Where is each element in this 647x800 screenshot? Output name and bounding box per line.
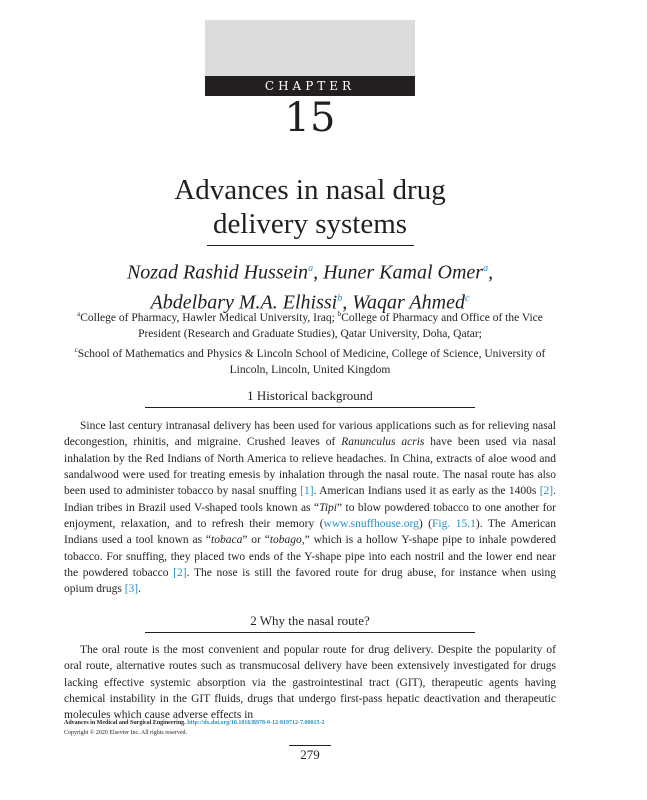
citation-link[interactable]: [2]	[173, 567, 187, 580]
author-separator: ,	[488, 261, 494, 284]
section-heading: 2 Why the nasal route?	[145, 612, 475, 633]
figure-link[interactable]: Fig. 15.1	[432, 518, 476, 531]
text-run: Since last century intranasal delivery has been used for various applications such as for relieving nasal decongestion, rhinitis, and migraine. Crushed leaves of	[64, 420, 556, 449]
affiliation-mark: b	[337, 310, 342, 318]
author-separator: ,	[313, 261, 324, 284]
author-name: Waqar Ahmed	[352, 291, 465, 314]
citation-link[interactable]: [3]	[124, 583, 139, 596]
text-run: have been used via nasal inhalation by the Red Indians of North America to relieve headaches. In China, extracts of aloe wood and sandalwood were used for treating emesis by inhalation through the nasal route. The nasal route has also been used to administer tobacco by nasal snuffing	[64, 436, 556, 498]
title-divider	[207, 245, 414, 246]
website-link[interactable]: www.snuffhouse.org	[323, 518, 419, 531]
author-affiliation-mark[interactable]: b	[337, 292, 343, 304]
book-title: Advances in Medical and Surgical Engineering.	[64, 720, 188, 726]
affiliation-a: College of Pharmacy, Hawler Medical University, Iraq;	[80, 311, 338, 324]
text-run: ” or “	[242, 534, 270, 547]
page-number-rule	[289, 745, 331, 746]
page-number: 279	[300, 747, 320, 762]
chapter-header-block	[205, 20, 415, 76]
text-run: .	[138, 583, 141, 596]
text-run: ” to blow powdered tobacco to one another for enjoyment, relaxation, and to refresh their memory (	[64, 501, 557, 531]
italic-term: tobaca	[211, 534, 243, 547]
author-name: Nozad Rashid Hussein	[126, 261, 309, 284]
title-line-2: delivery systems	[212, 208, 408, 240]
footer-copyright: Copyright © 2020 Elsevier Inc. All rights reserved.	[64, 730, 188, 736]
author-name: Abdelbary M.A. Elhissi	[150, 291, 338, 314]
text-run: . American Indians used it as early as the 1400s	[313, 485, 540, 498]
affiliation-mark: c	[74, 345, 78, 354]
authors-line-1	[80, 256, 540, 286]
author-name: Huner Kamal Omer	[323, 261, 484, 284]
affiliation-b: College of Pharmacy and Office of the Vice President (Research and Graduate Studies), Qatar University, Doha, Qatar;	[138, 311, 543, 340]
text-run: ). The American Indians used a tool known as “	[64, 518, 556, 547]
author-separator: ,	[342, 291, 353, 314]
affiliation-c: School of Mathematics and Physics & Lincoln School of Medicine, College of Science, University of Lincoln, Lincoln, United Kingdom	[77, 347, 546, 376]
chapter-label: CHAPTER	[205, 76, 415, 96]
affiliations	[60, 306, 560, 378]
section-1-paragraph	[64, 418, 556, 598]
author-affiliation-mark[interactable]: a	[308, 263, 314, 274]
text-run: ,” which is a hollow Y-shape pipe to inhale powdered tobacco. For snuffing, they placed two ends of the Y-shape pipe into each nostril and the lower end near the powdered tobacco	[64, 534, 556, 580]
citation-link[interactable]: [1]	[300, 485, 314, 498]
italic-term: Tipi	[319, 501, 337, 514]
affiliation-mark: a	[77, 310, 81, 318]
citation-link[interactable]: [2]	[539, 485, 554, 498]
text-run: . The nose is still the favored route for drug abuse, for instance when using opium drugs	[64, 567, 556, 596]
author-affiliation-mark[interactable]: a	[483, 263, 489, 274]
author-affiliation-mark[interactable]: c	[464, 292, 470, 304]
footer-citation	[64, 719, 564, 728]
chapter-number: 15	[284, 95, 336, 141]
doi-link[interactable]: http://dx.doi.org/10.1016/B978-0-12-819712-7.00015-2	[187, 720, 325, 726]
section-2-paragraph: The oral route is the most convenient and popular route for drug delivery. Despite the popularity of oral route, alternative routes such as transmucosal delivery have been extensively investigated for drugs lacking effective systemic absorption via the gastrointestinal tract (GIT), therapeutic agents having chemical instability in the GIT fluids, drugs that undergo first-pass hepatic deactivation and therapeutic molecules which cause adverse effects in	[64, 644, 556, 722]
species-name: Ranunculus acris	[341, 436, 425, 449]
text-run: ) (	[418, 518, 433, 531]
section-heading: 1 Historical background	[145, 387, 475, 408]
text-run: . Indian tribes in Brazil used V-shaped tools known as “	[64, 485, 556, 514]
chapter-title	[100, 173, 520, 241]
title-line-1: Advances in nasal drug	[174, 174, 446, 206]
italic-term: tobago	[269, 534, 302, 547]
